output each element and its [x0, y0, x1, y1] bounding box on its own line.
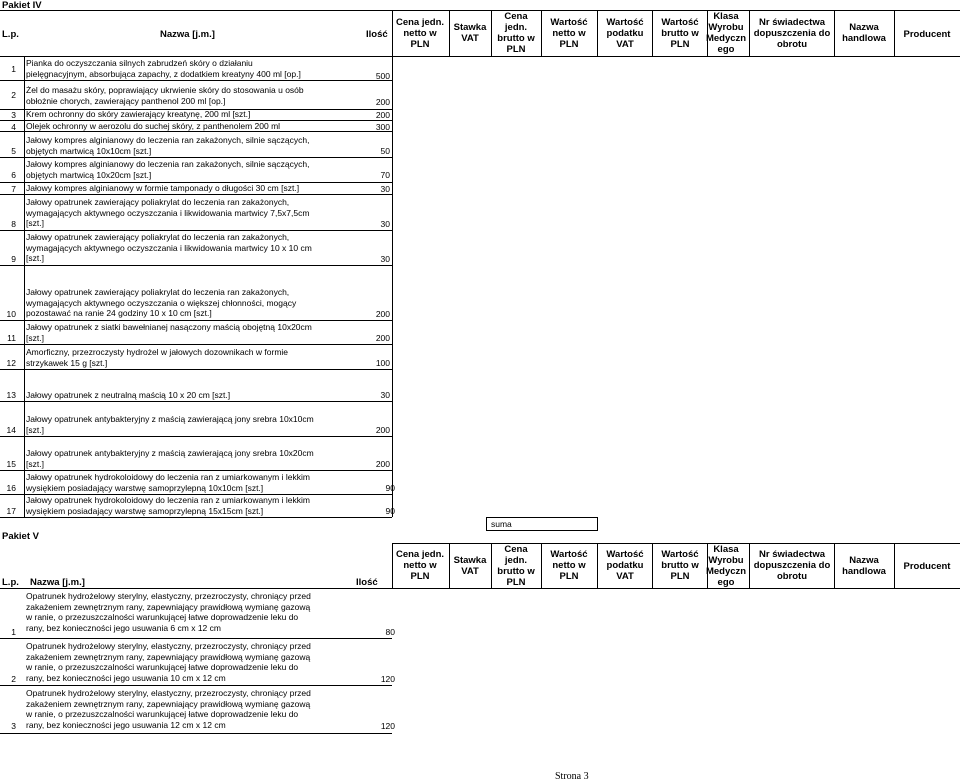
- p4-header-divider: [749, 10, 750, 56]
- p5-header-divider: [392, 543, 393, 588]
- row-separator: [0, 369, 392, 370]
- row-number: 7: [11, 184, 16, 194]
- row-number: 3: [11, 110, 16, 120]
- p4-header-certificate: Nr świadectwa dopuszczenia do obrotu: [753, 17, 831, 50]
- row-number: 4: [11, 122, 16, 132]
- row-description: Żel do masażu skóry, poprawiający ukrwienie skóry do stosowania u osób obłożnie chorych, zawierający panthenol 200 ml [op.]: [26, 85, 304, 106]
- p4-header-top-line: [0, 10, 960, 11]
- row-number: 6: [11, 170, 16, 180]
- p4-header-divider: [541, 10, 542, 56]
- row-separator: [0, 733, 392, 734]
- p5-header-divider: [652, 543, 653, 588]
- row-description: Jałowy opatrunek z siatki bawełnianej nasączony maścią obojętną 10x20cm [szt.]: [26, 322, 312, 343]
- p4-header-divider: [707, 10, 708, 56]
- p5-header-lp: L.p.: [2, 577, 19, 588]
- p4-header-vat-value: Wartość podatku VAT: [606, 17, 644, 50]
- row-number: 1: [11, 64, 16, 74]
- row-separator: [0, 470, 392, 471]
- p5-header-divider: [597, 543, 598, 588]
- row-number: 12: [6, 358, 16, 368]
- row-number: 15: [6, 459, 16, 469]
- p4-header-bottom-line: [0, 56, 960, 57]
- row-description: Amorficzny, przezroczysty hydrożel w jałowych dozownikach w formie strzykawek 15 g [szt.]: [26, 347, 289, 368]
- p4-header-trade-name: Nazwa handlowa: [842, 22, 886, 44]
- row-description: Jałowy opatrunek antybakteryjny z maścią zawierającą jony srebra 10x10cm [szt.]: [26, 414, 314, 435]
- p4-header-divider: [894, 10, 895, 56]
- p5-header-divider: [834, 543, 835, 588]
- p5-header-unit-net: Cena jedn. netto w PLN: [395, 549, 445, 582]
- package4-title: Pakiet IV: [2, 0, 42, 11]
- row-separator: [0, 80, 392, 81]
- row-separator: [0, 685, 392, 686]
- row-description: Olejek ochronny w aerozolu do suchej skóry, z panthenolem 200 ml: [26, 121, 281, 131]
- row-separator: [0, 401, 392, 402]
- row-description: Jałowy opatrunek zawierający poliakrylat do leczenia ran zakażonych, wymagających aktywnego oczyszczania o większej chłonności, mogący pozostawać na ranie 24 godziny 10 x 10 cm [szt.]: [26, 287, 297, 318]
- row-description: Pianka do oczyszczania silnych zabrudzeń skóry o działaniu pielęgnacyjnym, absorbująca zapachy, z dodatkiem kreatyny 400 ml [op.]: [26, 58, 301, 79]
- row-separator: [0, 157, 392, 158]
- p5-header-net-value: Wartość netto w PLN: [550, 549, 588, 582]
- p5-header-unit-gross: Cena jedn. brutto w PLN: [497, 544, 535, 588]
- row-number: 16: [6, 483, 16, 493]
- p5-header-top-line: [392, 543, 960, 544]
- p5-header-bottom-line: [0, 588, 960, 589]
- row-quantity: 30: [380, 184, 390, 194]
- row-quantity: 200: [375, 333, 390, 343]
- row-separator: [0, 320, 392, 321]
- row-number: 13: [6, 390, 16, 400]
- p4-header-divider: [834, 10, 835, 56]
- p5-header-divider: [749, 543, 750, 588]
- row-number: 14: [6, 425, 16, 435]
- p4-header-producer: Producent: [903, 29, 951, 40]
- row-quantity: 200: [375, 97, 390, 107]
- row-number: 2: [11, 674, 16, 684]
- row-quantity: 300: [375, 122, 390, 132]
- row-quantity: 120: [380, 674, 395, 684]
- row-description: Jałowy kompres alginianowy do leczenia ran zakażonych, silnie sączących, objętych martwicą 10x10cm [szt.]: [26, 135, 310, 156]
- p4-header-divider: [652, 10, 653, 56]
- p4-header-net-value: Wartość netto w PLN: [550, 17, 588, 50]
- row-quantity: 500: [375, 71, 390, 81]
- row-description: Krem ochronny do skóry zawierający kreatynę, 200 ml [szt.]: [26, 109, 251, 119]
- row-quantity: 200: [375, 309, 390, 319]
- p5-header-vat-value: Wartość podatku VAT: [606, 549, 644, 582]
- p5-header-divider: [449, 543, 450, 588]
- p5-header-name: Nazwa [j.m.]: [30, 577, 85, 588]
- p4-header-lp: L.p.: [2, 29, 19, 40]
- p5-header-certificate: Nr świadectwa dopuszczenia do obrotu: [753, 549, 831, 582]
- sum-label: suma: [491, 519, 512, 529]
- p4-header-divider: [392, 10, 393, 56]
- p4-header-med-class: Klasa Wyrobu Medyczn ego: [705, 11, 747, 55]
- row-separator: [0, 230, 392, 231]
- row-description: Jałowy opatrunek hydrokoloidowy do leczenia ran z umiarkowanym i lekkim wysiękiem posiadający warstwę samoprzylepną 15x15cm [szt.]: [26, 495, 310, 516]
- row-number: 1: [11, 627, 16, 637]
- p4-header-vat-rate: Stawka VAT: [453, 22, 487, 44]
- row-quantity: 30: [380, 219, 390, 229]
- row-description: Opatrunek hydrożelowy sterylny, elastyczny, przezroczysty, chroniący przed zakażeniem zewnętrznym rany, zapewniający prawidłową wymianę gazową w ranie, o przezuszczalności warunkującej łatwe doprowadzenie leku do rany, bez konieczności jego usuwania 12 cm x 12 cm: [26, 688, 311, 730]
- p5-header-med-class: Klasa Wyrobu Medyczn ego: [705, 544, 747, 588]
- row-quantity: 200: [375, 425, 390, 435]
- p5-header-vat-rate: Stawka VAT: [453, 555, 487, 577]
- row-description: Jałowy kompres alginianowy do leczenia ran zakażonych, silnie sączących, objętych martwicą 10x20cm [szt.]: [26, 159, 310, 180]
- sum-box: [486, 517, 598, 531]
- row-description: Jałowy opatrunek zawierający poliakrylat do leczenia ran zakażonych, wymagających aktywnego oczyszczania i likwidowania martwicy 7,5x7,5cm [szt.]: [26, 197, 310, 228]
- row-description: Jałowy opatrunek zawierający poliakrylat do leczenia ran zakażonych, wymagających aktywnego oczyszczania i likwidowania martwicy 10 x 10 cm [szt.]: [26, 232, 312, 263]
- p5-header-divider: [491, 543, 492, 588]
- row-quantity: 200: [375, 110, 390, 120]
- row-separator: [0, 265, 392, 266]
- row-number: 17: [6, 506, 16, 516]
- row-number: 9: [11, 254, 16, 264]
- row-number: 3: [11, 721, 16, 731]
- row-quantity: 100: [375, 358, 390, 368]
- row-number: 10: [6, 309, 16, 319]
- p5-header-qty: Ilość: [356, 577, 378, 588]
- row-description: Jałowy opatrunek z neutralną maścią 10 x 20 cm [szt.]: [26, 390, 231, 400]
- row-quantity: 70: [380, 170, 390, 180]
- row-quantity: 50: [380, 146, 390, 156]
- p4-header-unit-net: Cena jedn. netto w PLN: [395, 17, 445, 50]
- p4-body-divider: [24, 56, 25, 517]
- row-quantity: 30: [380, 254, 390, 264]
- row-quantity: 80: [385, 627, 395, 637]
- row-separator: [0, 517, 392, 518]
- page-number: Strona 3: [555, 771, 589, 782]
- p5-header-divider: [894, 543, 895, 588]
- p4-header-name: Nazwa [j.m.]: [160, 29, 215, 40]
- row-description: Jałowy opatrunek hydrokoloidowy do leczenia ran z umiarkowanym i lekkim wysiękiem posiadający warstwę samoprzylepną 10x10cm [szt.]: [26, 472, 310, 493]
- row-separator: [0, 194, 392, 195]
- row-description: Jałowy opatrunek antybakteryjny z maścią zawierającą jony srebra 10x20cm [szt.]: [26, 448, 314, 469]
- p4-header-divider: [449, 10, 450, 56]
- row-quantity: 200: [375, 459, 390, 469]
- row-quantity: 90: [385, 483, 395, 493]
- row-number: 11: [7, 333, 16, 343]
- row-separator: [0, 436, 392, 437]
- row-description: Jałowy kompres alginianowy w formie tamponady o długości 30 cm [szt.]: [26, 183, 300, 193]
- p5-header-divider: [707, 543, 708, 588]
- p4-header-qty: Ilość: [366, 29, 388, 40]
- row-separator: [0, 638, 392, 639]
- row-number: 8: [11, 219, 16, 229]
- row-quantity: 120: [380, 721, 395, 731]
- p5-header-producer: Producent: [903, 561, 951, 572]
- p4-body-divider: [392, 56, 393, 517]
- p4-header-unit-gross: Cena jedn. brutto w PLN: [497, 11, 535, 55]
- row-separator: [0, 344, 392, 345]
- p4-header-gross-value: Wartość brutto w PLN: [661, 17, 699, 50]
- row-number: 5: [11, 146, 16, 156]
- p5-header-trade-name: Nazwa handlowa: [842, 555, 886, 577]
- row-number: 2: [11, 90, 16, 100]
- row-description: Opatrunek hydrożelowy sterylny, elastyczny, przezroczysty, chroniący przed zakażeniem zewnętrznym rany, zapewniający prawidłową wymianę gazową w ranie, o przezuszczalności warunkującej łatwe doprowadzenie leku do rany, bez konieczności jego usuwania 10 cm x 12 cm: [26, 641, 311, 683]
- package5-title: Pakiet V: [2, 531, 39, 542]
- row-quantity: 30: [380, 390, 390, 400]
- p4-header-divider: [491, 10, 492, 56]
- p5-header-gross-value: Wartość brutto w PLN: [661, 549, 699, 582]
- p5-header-divider: [541, 543, 542, 588]
- p4-header-divider: [597, 10, 598, 56]
- row-quantity: 90: [385, 506, 395, 516]
- row-description: Opatrunek hydrożelowy sterylny, elastyczny, przezroczysty, chroniący przed zakażeniem zewnętrznym rany, zapewniający prawidłową wymianę gazową w ranie, o przezuszczalności warunkującej łatwe doprowadzenie leku do rany, bez konieczności jego usuwania 6 cm x 12 cm: [26, 591, 311, 633]
